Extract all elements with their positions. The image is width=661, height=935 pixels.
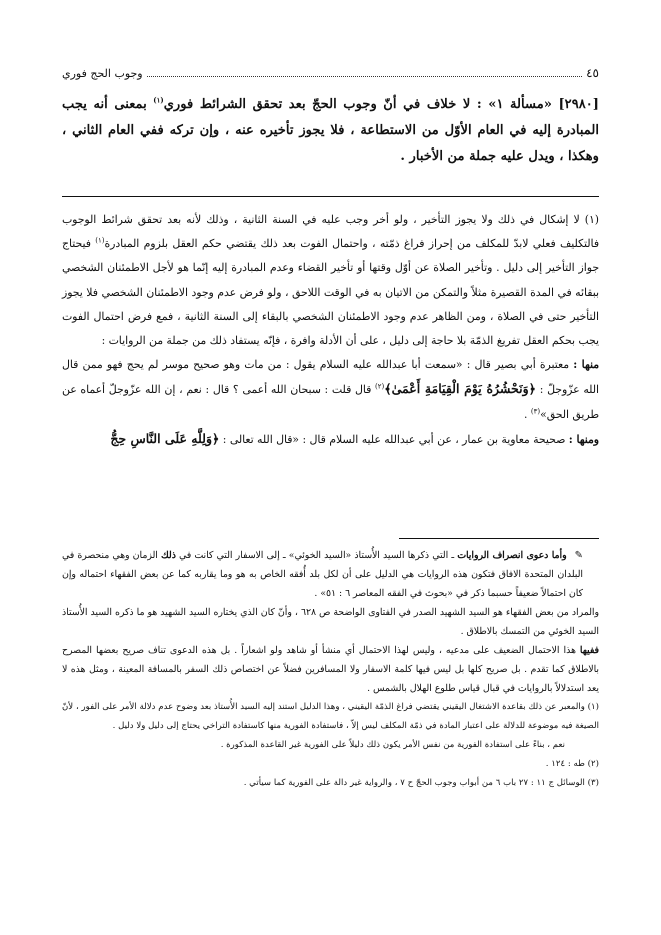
note-bold: ذلك (161, 550, 176, 561)
footnote-divider (399, 538, 599, 539)
footnote-paragraph (62, 546, 599, 603)
note-text: ـ التي ذكرها السيد الأُستاذ «السيد الخوئي» ـ إلى الاسفار التي كانت في (175, 550, 458, 561)
commentary-text: معتبرة أبي بصير قال : «سمعت أبا عبدالله عليه السلام يقول : من مات وهو صحيح موسر لم يحج فهو ممن قال الله عزّوجلّ : (62, 358, 599, 397)
commentary-paragraph (62, 353, 599, 427)
commentary-text: قال قلت : سبحان الله أعمى ؟ قال : نعم ، إن الله عزّوجلّ أعماه عن طريق الحق» (62, 383, 599, 421)
issue-number: [٢٩٨٠] (558, 97, 599, 112)
narration-lead: ومنها : (568, 432, 599, 446)
footnote-3: (٣) الوسائل ج ١١ : ٢٧ باب ٦ من أبواب وجوب الحجّ ح ٧ ، والرواية غير دالة على الفورية كما سيأتي . (243, 778, 599, 788)
footnote-ref: (٢) (375, 382, 385, 391)
footnote-2: (٢) طه : ١٢٤ . (545, 759, 599, 769)
footnote-1-continuation: نعم ، بناءً على استفادة الفورية من نفس الأمر يكون ذلك دليلاً على الفورية غير القاعدة المذكورة . (220, 740, 565, 750)
running-title: وجوب الحج فوري (62, 67, 143, 80)
commentary-paragraph (62, 208, 599, 353)
commentary-text: (١) لا إشكال في ذلك ولا يجوز التأخير ، ولو أخر وجب عليه في السنة الثانية ، وذلك لأنه بعد تحقق شرائط الوجوب فالتكليف فعلي لابدّ للمكلف من إحراز فراغ ذمّته ، واحتمال الفوت بعد ذلك يقتضي حكم العقل بلزوم المبادرة (62, 213, 599, 251)
page-number: ٤٥ (586, 66, 599, 80)
footnotes-block (62, 546, 599, 793)
commentary-block (62, 208, 599, 452)
commentary-text: فيحتاج جواز التأخير إلى دليل . وتأخير الصلاة عن أوّل وقتها أو تأخير القضاء وعدم المبادرة إليه إنّما هو لأجل الاطمئنان الشخصي ببقائه في المدة القصيرة مثلاً والتمكن من الاتيان به في الوقت اللاحق ، ولو فرض عدم وجود الاطمئنان الشخصي فلا يجوز التأخير حتى في الصلاة ، ومن الظاهر عدم وجود الاطمئنان الشخصي بالبقاء إلى السنة الثانية ، فمع فرض احتمال الفوت يجب بحكم العقل تفريغ الذمّة بلا حاجة إلى دليل ، على أن الأدلة وافرة ، فإنّه يستفاد ذلك من جملة من الروايات : (62, 237, 599, 348)
running-header (62, 64, 599, 80)
note-lead: ففيها (579, 645, 599, 656)
commentary-divider (62, 196, 599, 197)
note-text: هذا الاحتمال الضعيف على مدعيه ، وليس لهذا الاحتمال أي منشأ أو شاهد ولو اشعاراً . بل هذه الدعوى تناف صريح بعضها المصرح بالاطلاق كما تقدم . بل صريح كلها بل ليس فيها كلمة الاسفار ولا المسافرين فضلاً عن اختصاص ذلك السفر بالمسافة المعينة ، ومثل هذه لا يعد استدلالاً بالروايات في قبال قياس طلوع الهلال بالشمس . (62, 645, 599, 694)
quran-verse: ﴿وَنَحْشُرُهُ يَوْمَ الْقِيَامَةِ أَعْمَىٰ﴾ (384, 381, 536, 397)
note-lead: وأما دعوى انصراف الروايات (457, 550, 567, 561)
commentary-text: صحيحة معاوية بن عمار ، عن أبي عبدالله عليه السلام قال : «قال الله تعالى : (219, 432, 569, 446)
footnote-ref: (٣) (530, 407, 541, 416)
leader-dots (147, 76, 582, 77)
footnote-1: (١) والمعبر عن ذلك بقاعدة الاشتغال اليقيني يقتضي فراغ الذمّة اليقيني ، وهذا الدليل استند إليه السيد الأُستاذ بعد وضوح عدم دلالة الأمر على الفور ، لأنّ الصيغة فيه موضوعة للدلالة على اعتبار المادة في ذمّة المكلف ليس إلاّ ، فاستفادة الفورية منها كاستفادة التراخي يحتاج إلى دليل ولا دليل . (62, 702, 599, 731)
commentary-text: . (524, 407, 531, 421)
footnote-ref: (١) (153, 95, 164, 105)
footnote-ref: (١) (95, 236, 105, 245)
commentary-paragraph (62, 427, 599, 452)
issue-text-part-a: : لا خلاف في أنّ وجوب الحجّ بعد تحقق الشرائط فوري (163, 97, 489, 112)
main-issue-text (62, 92, 599, 170)
narration-lead: منها : (573, 358, 599, 372)
footnote-paragraph (62, 641, 599, 698)
note-text: الزمان وهي منحصرة في البلدان المتحدة الافاق فتكون هذه الروايات هي الدليل على أن لكل بلد أُفقه الخاص به هو وما يقاربه كما عن بعض الفقهاء احتماله وإن كان احتمالاً ضعيفاً حسبما ذكر في «بحوث في الفقه المعاصر ٦ : ٥١» . (62, 550, 583, 599)
quran-verse: ﴿وَلِلَّهِ عَلَى النَّاسِ حِجُّ (110, 430, 220, 446)
note-text: والمراد من بعض الفقهاء هو السيد الشهيد الصدر في الفتاوى الواضحة ص ٦٢٨ ، وأنّ كان الذي يختاره السيد الشهيد هو ما ذكره السيد الأُستاذ السيد الخوئي من التمسك بالاطلاق . (62, 607, 599, 637)
footnote-paragraph (62, 603, 599, 641)
issue-label: «مسألة ١» (488, 97, 552, 112)
pen-icon: ✎ (574, 550, 583, 561)
issue-text-part-b: بمعنى أنه يجب المبادرة إليه في العام الأوّل من الاستطاعة ، فلا يجوز تأخيره عنه ، وإن تركه ففي العام الثاني ، وهكذا ، ويدل عليه جملة من الأخبار . (62, 97, 599, 164)
